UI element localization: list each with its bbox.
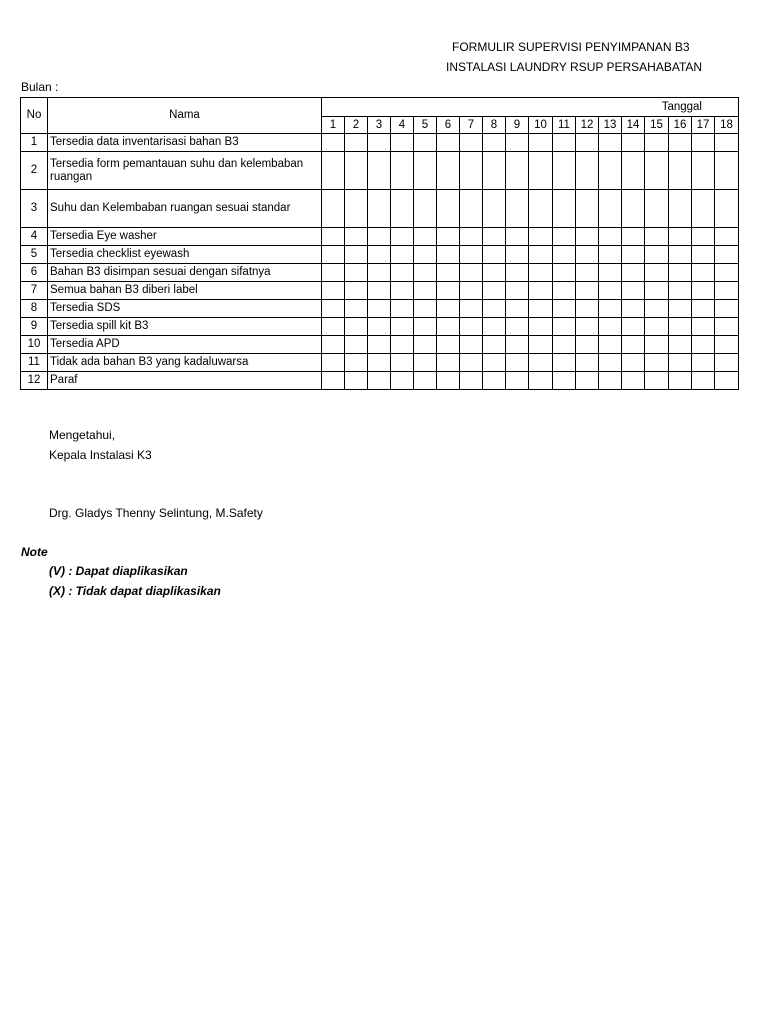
check-cell-day-4[interactable] <box>391 190 414 228</box>
check-cell-day-5[interactable] <box>414 300 437 318</box>
check-cell-day-7[interactable] <box>460 372 483 390</box>
table-row <box>21 264 739 282</box>
check-cell-day-13[interactable] <box>599 152 622 190</box>
check-cell-day-7[interactable] <box>460 246 483 264</box>
day-header-9: 9 <box>506 117 529 134</box>
check-cell-day-2[interactable] <box>345 228 368 246</box>
check-cell-day-6[interactable] <box>437 190 460 228</box>
check-cell-day-16[interactable] <box>669 300 692 318</box>
check-cell-day-18[interactable] <box>715 318 739 336</box>
check-cell-day-15[interactable] <box>645 152 669 190</box>
check-cell-day-10[interactable] <box>529 228 553 246</box>
check-cell-day-11[interactable] <box>553 318 576 336</box>
check-cell-day-10[interactable] <box>529 300 553 318</box>
check-cell-day-13[interactable] <box>599 134 622 152</box>
check-cell-day-18[interactable] <box>715 152 739 190</box>
check-cell-day-1[interactable] <box>322 300 345 318</box>
check-cell-day-11[interactable] <box>553 300 576 318</box>
check-cell-day-18[interactable] <box>715 336 739 354</box>
table-row <box>21 282 739 300</box>
check-cell-day-11[interactable] <box>553 228 576 246</box>
row-number: 7 <box>21 282 48 300</box>
check-cell-day-7[interactable] <box>460 300 483 318</box>
check-cell-day-14[interactable] <box>622 152 645 190</box>
row-item-name: Tersedia checklist eyewash <box>48 246 322 264</box>
check-cell-day-16[interactable] <box>669 152 692 190</box>
row-item-name: Tersedia SDS <box>48 300 322 318</box>
jabatan-text: Kepala Instalasi K3 <box>49 448 152 462</box>
check-cell-day-10[interactable] <box>529 372 553 390</box>
check-cell-day-8[interactable] <box>483 336 506 354</box>
check-cell-day-17[interactable] <box>692 282 715 300</box>
day-header-12: 12 <box>576 117 599 134</box>
check-cell-day-5[interactable] <box>414 354 437 372</box>
check-cell-day-3[interactable] <box>368 318 391 336</box>
header-nama: Nama <box>48 98 322 134</box>
day-header-17: 17 <box>692 117 715 134</box>
check-cell-day-14[interactable] <box>622 228 645 246</box>
check-cell-day-4[interactable] <box>391 354 414 372</box>
check-cell-day-3[interactable] <box>368 354 391 372</box>
check-cell-day-18[interactable] <box>715 300 739 318</box>
check-cell-day-11[interactable] <box>553 246 576 264</box>
supervision-table <box>20 97 739 390</box>
check-cell-day-2[interactable] <box>345 354 368 372</box>
header-tanggal: Tanggal <box>322 98 739 117</box>
check-cell-day-8[interactable] <box>483 152 506 190</box>
note-item-x: (X) : Tidak dapat diaplikasikan <box>49 584 221 598</box>
day-header-7: 7 <box>460 117 483 134</box>
check-cell-day-12[interactable] <box>576 134 599 152</box>
check-cell-day-14[interactable] <box>622 372 645 390</box>
table-row <box>21 318 739 336</box>
check-cell-day-8[interactable] <box>483 282 506 300</box>
check-cell-day-15[interactable] <box>645 228 669 246</box>
check-cell-day-4[interactable] <box>391 246 414 264</box>
day-header-18: 18 <box>715 117 739 134</box>
check-cell-day-3[interactable] <box>368 282 391 300</box>
check-cell-day-3[interactable] <box>368 336 391 354</box>
check-cell-day-15[interactable] <box>645 354 669 372</box>
table-row <box>21 372 739 390</box>
check-cell-day-9[interactable] <box>506 336 529 354</box>
check-cell-day-11[interactable] <box>553 336 576 354</box>
check-cell-day-9[interactable] <box>506 264 529 282</box>
row-item-name: Tersedia form pemantauan suhu dan kelembaban ruangan <box>48 152 322 190</box>
check-cell-day-9[interactable] <box>506 318 529 336</box>
check-cell-day-2[interactable] <box>345 318 368 336</box>
check-cell-day-13[interactable] <box>599 282 622 300</box>
check-cell-day-8[interactable] <box>483 354 506 372</box>
check-cell-day-18[interactable] <box>715 282 739 300</box>
check-cell-day-7[interactable] <box>460 264 483 282</box>
row-number: 3 <box>21 190 48 228</box>
check-cell-day-15[interactable] <box>645 282 669 300</box>
check-cell-day-18[interactable] <box>715 246 739 264</box>
check-cell-day-1[interactable] <box>322 152 345 190</box>
day-header-11: 11 <box>553 117 576 134</box>
check-cell-day-4[interactable] <box>391 318 414 336</box>
check-cell-day-6[interactable] <box>437 300 460 318</box>
row-number: 9 <box>21 318 48 336</box>
check-cell-day-4[interactable] <box>391 372 414 390</box>
check-cell-day-3[interactable] <box>368 228 391 246</box>
check-cell-day-13[interactable] <box>599 336 622 354</box>
day-header-1: 1 <box>322 117 345 134</box>
row-number: 8 <box>21 300 48 318</box>
check-cell-day-2[interactable] <box>345 336 368 354</box>
check-cell-day-1[interactable] <box>322 134 345 152</box>
check-cell-day-16[interactable] <box>669 354 692 372</box>
row-item-name: Bahan B3 disimpan sesuai dengan sifatnya <box>48 264 322 282</box>
day-header-6: 6 <box>437 117 460 134</box>
row-item-name: Tersedia APD <box>48 336 322 354</box>
check-cell-day-7[interactable] <box>460 354 483 372</box>
day-header-15: 15 <box>645 117 669 134</box>
note-label: Note <box>21 545 48 559</box>
check-cell-day-11[interactable] <box>553 152 576 190</box>
form-title-line1: FORMULIR SUPERVISI PENYIMPANAN B3 <box>452 40 690 54</box>
check-cell-day-9[interactable] <box>506 282 529 300</box>
check-cell-day-4[interactable] <box>391 282 414 300</box>
check-cell-day-1[interactable] <box>322 318 345 336</box>
check-cell-day-5[interactable] <box>414 152 437 190</box>
check-cell-day-17[interactable] <box>692 318 715 336</box>
check-cell-day-17[interactable] <box>692 264 715 282</box>
check-cell-day-13[interactable] <box>599 190 622 228</box>
check-cell-day-5[interactable] <box>414 246 437 264</box>
check-cell-day-15[interactable] <box>645 336 669 354</box>
row-item-name: Suhu dan Kelembaban ruangan sesuai standar <box>48 190 322 228</box>
table-row <box>21 190 739 228</box>
check-cell-day-12[interactable] <box>576 300 599 318</box>
check-cell-day-15[interactable] <box>645 300 669 318</box>
check-cell-day-6[interactable] <box>437 354 460 372</box>
check-cell-day-18[interactable] <box>715 354 739 372</box>
row-number: 11 <box>21 354 48 372</box>
day-header-5: 5 <box>414 117 437 134</box>
day-header-10: 10 <box>529 117 553 134</box>
check-cell-day-16[interactable] <box>669 228 692 246</box>
check-cell-day-14[interactable] <box>622 134 645 152</box>
check-cell-day-6[interactable] <box>437 246 460 264</box>
check-cell-day-17[interactable] <box>692 228 715 246</box>
check-cell-day-10[interactable] <box>529 318 553 336</box>
check-cell-day-12[interactable] <box>576 152 599 190</box>
check-cell-day-8[interactable] <box>483 372 506 390</box>
check-cell-day-2[interactable] <box>345 134 368 152</box>
check-cell-day-8[interactable] <box>483 228 506 246</box>
check-cell-day-17[interactable] <box>692 354 715 372</box>
check-cell-day-15[interactable] <box>645 190 669 228</box>
check-cell-day-17[interactable] <box>692 372 715 390</box>
check-cell-day-17[interactable] <box>692 134 715 152</box>
check-cell-day-7[interactable] <box>460 228 483 246</box>
check-cell-day-2[interactable] <box>345 190 368 228</box>
row-item-name: Tidak ada bahan B3 yang kadaluwarsa <box>48 354 322 372</box>
check-cell-day-8[interactable] <box>483 300 506 318</box>
check-cell-day-11[interactable] <box>553 264 576 282</box>
row-number: 5 <box>21 246 48 264</box>
check-cell-day-2[interactable] <box>345 246 368 264</box>
check-cell-day-12[interactable] <box>576 354 599 372</box>
check-cell-day-9[interactable] <box>506 372 529 390</box>
table-row <box>21 300 739 318</box>
check-cell-day-5[interactable] <box>414 264 437 282</box>
check-cell-day-12[interactable] <box>576 372 599 390</box>
check-cell-day-8[interactable] <box>483 246 506 264</box>
check-cell-day-12[interactable] <box>576 336 599 354</box>
bulan-label: Bulan : <box>21 80 59 94</box>
check-cell-day-5[interactable] <box>414 336 437 354</box>
row-number: 6 <box>21 264 48 282</box>
check-cell-day-1[interactable] <box>322 246 345 264</box>
check-cell-day-15[interactable] <box>645 246 669 264</box>
check-cell-day-13[interactable] <box>599 228 622 246</box>
row-number: 4 <box>21 228 48 246</box>
check-cell-day-14[interactable] <box>622 264 645 282</box>
row-item-name: Semua bahan B3 diberi label <box>48 282 322 300</box>
check-cell-day-17[interactable] <box>692 300 715 318</box>
check-cell-day-10[interactable] <box>529 354 553 372</box>
check-cell-day-13[interactable] <box>599 318 622 336</box>
day-header-13: 13 <box>599 117 622 134</box>
check-cell-day-11[interactable] <box>553 190 576 228</box>
check-cell-day-13[interactable] <box>599 354 622 372</box>
row-number: 10 <box>21 336 48 354</box>
day-header-2: 2 <box>345 117 368 134</box>
check-cell-day-10[interactable] <box>529 264 553 282</box>
header-no: No <box>21 98 48 134</box>
row-number: 2 <box>21 152 48 190</box>
check-cell-day-18[interactable] <box>715 134 739 152</box>
check-cell-day-2[interactable] <box>345 300 368 318</box>
row-item-name: Paraf <box>48 372 322 390</box>
check-cell-day-16[interactable] <box>669 372 692 390</box>
check-cell-day-10[interactable] <box>529 282 553 300</box>
check-cell-day-5[interactable] <box>414 228 437 246</box>
check-cell-day-1[interactable] <box>322 372 345 390</box>
check-cell-day-13[interactable] <box>599 264 622 282</box>
check-cell-day-1[interactable] <box>322 264 345 282</box>
check-cell-day-7[interactable] <box>460 336 483 354</box>
check-cell-day-16[interactable] <box>669 246 692 264</box>
check-cell-day-6[interactable] <box>437 336 460 354</box>
check-cell-day-17[interactable] <box>692 152 715 190</box>
row-item-name: Tersedia spill kit B3 <box>48 318 322 336</box>
day-header-14: 14 <box>622 117 645 134</box>
check-cell-day-15[interactable] <box>645 318 669 336</box>
table-row <box>21 336 739 354</box>
check-cell-day-8[interactable] <box>483 190 506 228</box>
check-cell-day-15[interactable] <box>645 372 669 390</box>
check-cell-day-1[interactable] <box>322 336 345 354</box>
check-cell-day-9[interactable] <box>506 152 529 190</box>
check-cell-day-3[interactable] <box>368 152 391 190</box>
check-cell-day-1[interactable] <box>322 228 345 246</box>
check-cell-day-8[interactable] <box>483 134 506 152</box>
check-cell-day-16[interactable] <box>669 336 692 354</box>
check-cell-day-5[interactable] <box>414 190 437 228</box>
check-cell-day-12[interactable] <box>576 228 599 246</box>
check-cell-day-1[interactable] <box>322 282 345 300</box>
check-cell-day-15[interactable] <box>645 134 669 152</box>
check-cell-day-3[interactable] <box>368 190 391 228</box>
check-cell-day-11[interactable] <box>553 134 576 152</box>
row-item-name: Tersedia data inventarisasi bahan B3 <box>48 134 322 152</box>
check-cell-day-10[interactable] <box>529 134 553 152</box>
check-cell-day-6[interactable] <box>437 282 460 300</box>
check-cell-day-11[interactable] <box>553 354 576 372</box>
check-cell-day-4[interactable] <box>391 152 414 190</box>
check-cell-day-7[interactable] <box>460 190 483 228</box>
check-cell-day-14[interactable] <box>622 336 645 354</box>
check-cell-day-9[interactable] <box>506 354 529 372</box>
day-header-4: 4 <box>391 117 414 134</box>
check-cell-day-3[interactable] <box>368 264 391 282</box>
check-cell-day-9[interactable] <box>506 246 529 264</box>
check-cell-day-6[interactable] <box>437 264 460 282</box>
check-cell-day-15[interactable] <box>645 264 669 282</box>
check-cell-day-9[interactable] <box>506 228 529 246</box>
form-title-line2: INSTALASI LAUNDRY RSUP PERSAHABATAN <box>446 60 703 74</box>
check-cell-day-4[interactable] <box>391 336 414 354</box>
check-cell-day-1[interactable] <box>322 190 345 228</box>
check-cell-day-6[interactable] <box>437 228 460 246</box>
check-cell-day-9[interactable] <box>506 190 529 228</box>
check-cell-day-4[interactable] <box>391 264 414 282</box>
check-cell-day-7[interactable] <box>460 282 483 300</box>
check-cell-day-5[interactable] <box>414 134 437 152</box>
check-cell-day-14[interactable] <box>622 246 645 264</box>
check-cell-day-11[interactable] <box>553 372 576 390</box>
check-cell-day-13[interactable] <box>599 372 622 390</box>
row-number: 1 <box>21 134 48 152</box>
check-cell-day-10[interactable] <box>529 246 553 264</box>
check-cell-day-5[interactable] <box>414 282 437 300</box>
check-cell-day-6[interactable] <box>437 152 460 190</box>
check-cell-day-18[interactable] <box>715 372 739 390</box>
check-cell-day-4[interactable] <box>391 134 414 152</box>
check-cell-day-13[interactable] <box>599 246 622 264</box>
row-number: 12 <box>21 372 48 390</box>
check-cell-day-3[interactable] <box>368 372 391 390</box>
check-cell-day-4[interactable] <box>391 300 414 318</box>
check-cell-day-16[interactable] <box>669 134 692 152</box>
check-cell-day-17[interactable] <box>692 190 715 228</box>
check-cell-day-7[interactable] <box>460 134 483 152</box>
table-row <box>21 246 739 264</box>
check-cell-day-8[interactable] <box>483 264 506 282</box>
table-row <box>21 152 739 190</box>
check-cell-day-4[interactable] <box>391 228 414 246</box>
check-cell-day-2[interactable] <box>345 264 368 282</box>
check-cell-day-18[interactable] <box>715 264 739 282</box>
check-cell-day-3[interactable] <box>368 134 391 152</box>
check-cell-day-10[interactable] <box>529 336 553 354</box>
check-cell-day-10[interactable] <box>529 152 553 190</box>
table-row <box>21 134 739 152</box>
check-cell-day-16[interactable] <box>669 190 692 228</box>
check-cell-day-2[interactable] <box>345 372 368 390</box>
row-item-name: Tersedia Eye washer <box>48 228 322 246</box>
day-header-3: 3 <box>368 117 391 134</box>
check-cell-day-12[interactable] <box>576 190 599 228</box>
signatory-name: Drg. Gladys Thenny Selintung, M.Safety <box>49 506 263 520</box>
check-cell-day-14[interactable] <box>622 282 645 300</box>
check-cell-day-3[interactable] <box>368 246 391 264</box>
check-cell-day-14[interactable] <box>622 318 645 336</box>
check-cell-day-13[interactable] <box>599 300 622 318</box>
check-cell-day-16[interactable] <box>669 282 692 300</box>
table-row <box>21 228 739 246</box>
check-cell-day-18[interactable] <box>715 190 739 228</box>
check-cell-day-7[interactable] <box>460 152 483 190</box>
check-cell-day-12[interactable] <box>576 264 599 282</box>
day-header-16: 16 <box>669 117 692 134</box>
check-cell-day-10[interactable] <box>529 190 553 228</box>
check-cell-day-5[interactable] <box>414 372 437 390</box>
check-cell-day-14[interactable] <box>622 190 645 228</box>
check-cell-day-9[interactable] <box>506 134 529 152</box>
check-cell-day-11[interactable] <box>553 282 576 300</box>
check-cell-day-17[interactable] <box>692 336 715 354</box>
check-cell-day-12[interactable] <box>576 246 599 264</box>
note-item-v: (V) : Dapat diaplikasikan <box>49 564 188 578</box>
check-cell-day-2[interactable] <box>345 152 368 190</box>
check-cell-day-18[interactable] <box>715 228 739 246</box>
check-cell-day-6[interactable] <box>437 372 460 390</box>
check-cell-day-5[interactable] <box>414 318 437 336</box>
check-cell-day-12[interactable] <box>576 282 599 300</box>
check-cell-day-16[interactable] <box>669 264 692 282</box>
check-cell-day-12[interactable] <box>576 318 599 336</box>
mengetahui-text: Mengetahui, <box>49 428 116 442</box>
check-cell-day-17[interactable] <box>692 246 715 264</box>
check-cell-day-14[interactable] <box>622 300 645 318</box>
check-cell-day-14[interactable] <box>622 354 645 372</box>
check-cell-day-6[interactable] <box>437 318 460 336</box>
check-cell-day-8[interactable] <box>483 318 506 336</box>
table-row <box>21 354 739 372</box>
check-cell-day-6[interactable] <box>437 134 460 152</box>
check-cell-day-7[interactable] <box>460 318 483 336</box>
check-cell-day-16[interactable] <box>669 318 692 336</box>
check-cell-day-3[interactable] <box>368 300 391 318</box>
check-cell-day-2[interactable] <box>345 282 368 300</box>
check-cell-day-9[interactable] <box>506 300 529 318</box>
check-cell-day-1[interactable] <box>322 354 345 372</box>
day-header-8: 8 <box>483 117 506 134</box>
